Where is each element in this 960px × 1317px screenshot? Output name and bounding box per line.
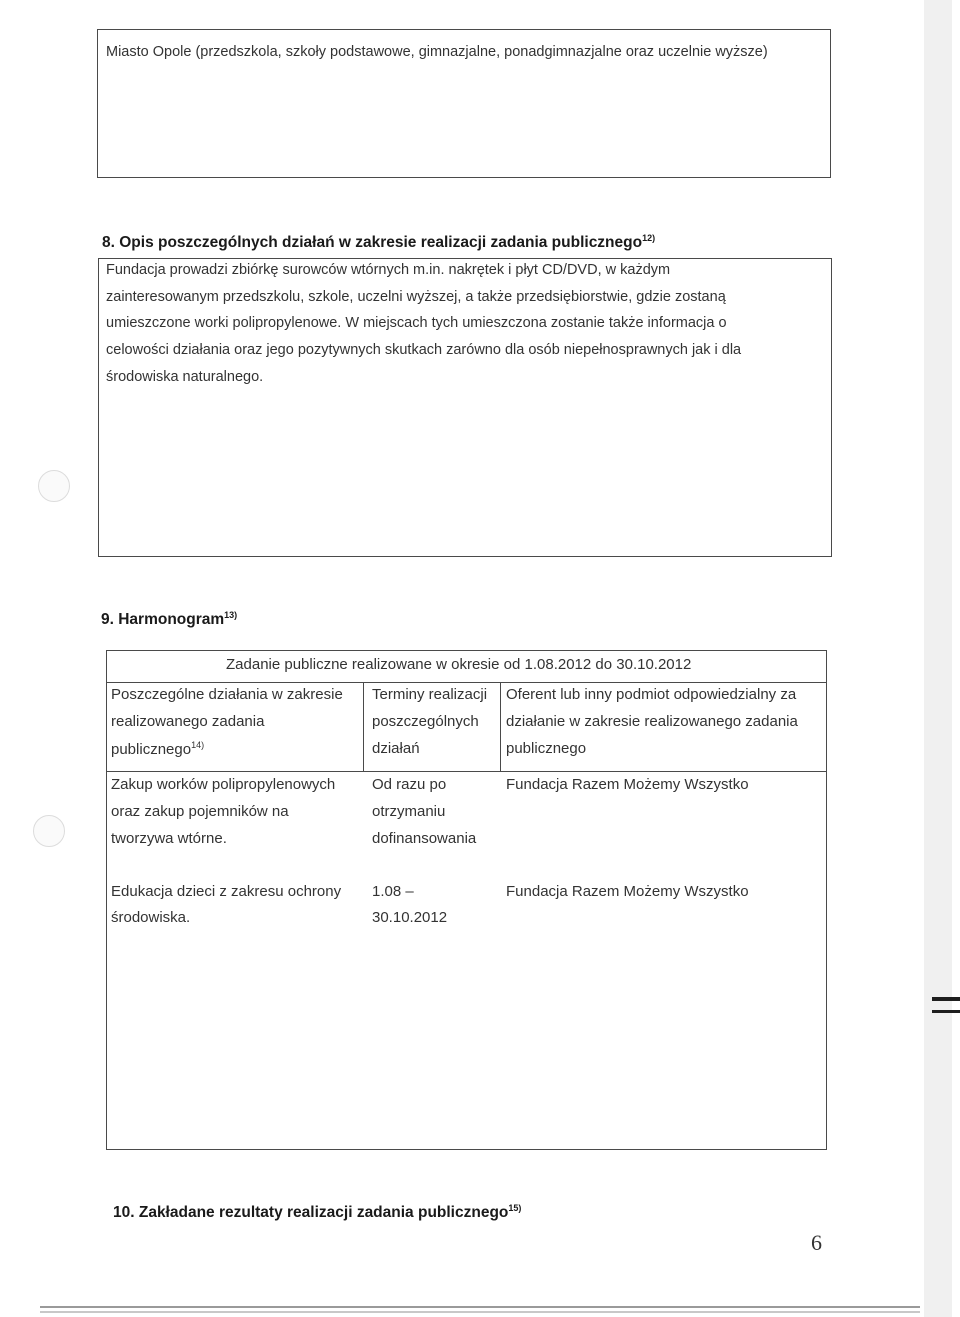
- header-responsible-line: publicznego: [506, 740, 587, 757]
- description-line: zainteresowanym przedszkolu, szkole, uczelni wyższej, a także przedsiębiorstwie, gdzie zostaną: [106, 289, 726, 305]
- location-text: Miasto Opole (przedszkola, szkoły podstawowe, gimnazjalne, ponadgimnazjalne oraz uczelnie wyższe): [106, 44, 768, 60]
- row-term-line: 30.10.2012: [372, 909, 448, 926]
- header-terms-line: poszczególnych: [372, 713, 479, 730]
- description-line: celowości działania oraz jego pozytywnych skutkach zarówno dla osób niepełnosprawnych jak i dla: [106, 342, 742, 358]
- scan-edge-mark: [932, 997, 960, 1001]
- scan-edge-strip: [924, 0, 952, 1317]
- table-border-top: [106, 650, 827, 651]
- row-responsible-line: Fundacja Razem Możemy Wszystko: [506, 883, 749, 900]
- row-responsible-line: Fundacja Razem Możemy Wszystko: [506, 776, 749, 793]
- page-number: 6: [811, 1230, 822, 1255]
- row-term-line: Od razu po: [372, 776, 447, 793]
- table-caption-divider: [106, 682, 827, 683]
- header-actions-line: realizowanego zadania: [111, 713, 265, 730]
- table-header-divider: [106, 771, 827, 772]
- header-terms-line: działań: [372, 740, 420, 757]
- table-border-right: [826, 650, 827, 1150]
- section-9-footnote: 13): [224, 610, 238, 620]
- row-action-line: oraz zakup pojemników na: [111, 803, 289, 820]
- section-8-footnote: 12): [642, 233, 656, 243]
- scan-bottom-line: [40, 1306, 920, 1308]
- section-9-title: 9. Harmonogram: [101, 611, 225, 629]
- scan-bottom-line: [40, 1311, 920, 1313]
- section-8-heading: [102, 233, 655, 252]
- punch-hole: [33, 815, 65, 847]
- header-terms-line: Terminy realizacji: [372, 686, 488, 703]
- header-responsible-line: Oferent lub inny podmiot odpowiedzialny za: [506, 686, 797, 703]
- section-10-heading: [113, 1203, 521, 1222]
- description-line: środowiska naturalnego.: [106, 369, 264, 385]
- column-divider: [500, 682, 501, 772]
- header-actions-text: publicznego: [111, 741, 192, 758]
- row-term-line: otrzymaniu: [372, 803, 446, 820]
- column-divider: [363, 682, 364, 772]
- row-term-line: 1.08 –: [372, 883, 414, 900]
- scan-edge-mark: [932, 1010, 960, 1013]
- section-9-heading: [101, 610, 237, 629]
- row-action-line: Zakup worków polipropylenowych: [111, 776, 336, 793]
- table-caption: Zadanie publiczne realizowane w okresie od 1.08.2012 do 30.10.2012: [226, 656, 692, 673]
- location-box: [97, 29, 831, 178]
- header-actions-line: Poszczególne działania w zakresie: [111, 686, 343, 703]
- section-10-title: 10. Zakładane rezultaty realizacji zadania publicznego: [113, 1204, 509, 1222]
- row-action-line: tworzywa wtórne.: [111, 830, 227, 847]
- section-10-footnote: 15): [508, 1203, 522, 1213]
- description-line: Fundacja prowadzi zbiórkę surowców wtórnych m.in. nakrętek i płyt CD/DVD, w każdym: [106, 262, 671, 278]
- row-action-line: Edukacja dzieci z zakresu ochrony: [111, 883, 342, 900]
- table-border-bottom: [106, 1149, 827, 1150]
- section-8-title: 8. Opis poszczególnych działań w zakresie realizacji zadania publicznego: [102, 234, 643, 252]
- header-actions-footnote: 14): [191, 740, 205, 750]
- header-actions-line: [111, 740, 204, 758]
- row-action-line: środowiska.: [111, 909, 191, 926]
- description-line: umieszczone worki polipropylenowe. W miejscach tych umieszczona zostanie także informacja o: [106, 315, 727, 331]
- header-responsible-line: działanie w zakresie realizowanego zadania: [506, 713, 798, 730]
- row-term-line: dofinansowania: [372, 830, 477, 847]
- punch-hole: [38, 470, 70, 502]
- table-border-left: [106, 650, 107, 1150]
